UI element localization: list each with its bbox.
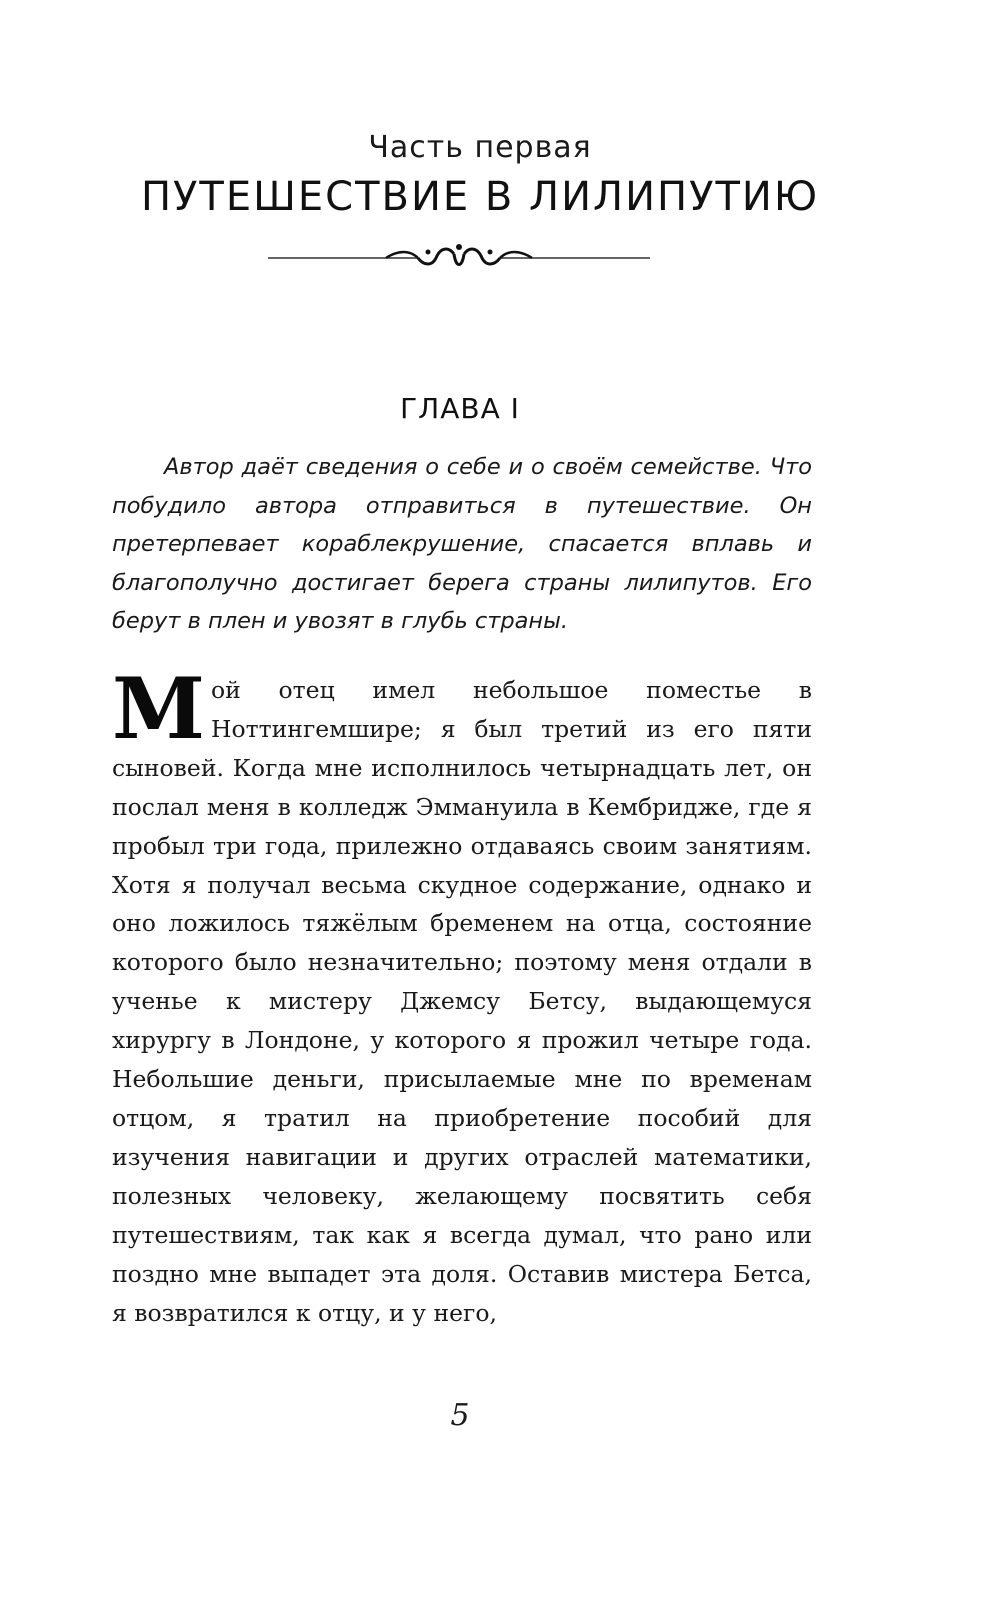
- drop-cap: М: [112, 659, 205, 758]
- page-number: 5: [450, 1398, 470, 1433]
- chapter-body: [112, 659, 812, 1332]
- part-label: Часть первая: [368, 130, 592, 165]
- body-paragraph: ой отец имел небольшое поместье в Ноттингемшире; я был третий из его пяти сыновей. Когда мне исполнилось четырнадцать лет, он послал меня в колледж Эммануила в Кембридже, где я пробыл три года, прилежно отдаваясь своим занятиям. Хотя я получал весьма скудное содержание, однако и оно ложилось тяжёлым бременем на отца, состояние которого было незначительно; поэтому меня отдали в ученье к мистеру Джемсу Бетсу, выдающемуся хирургу в Лондоне, у которого я прожил четыре года. Небольшие деньги, присылаемые мне по временам отцом, я тратил на приобретение пособий для изучения навигации и других отраслей математики, полезных человеку, желающему посвятить себя путешествиям, так как я всегда думал, что рано или поздно мне выпадет эта доля. Оставив мистера Бетса, я возвратился к отцу, и у него,: [112, 676, 812, 1327]
- part-title: ПУТЕШЕСТВИЕ В ЛИЛИПУТИЮ: [140, 174, 820, 220]
- chapter-title: ГЛАВА I: [400, 392, 520, 425]
- flourish-divider-icon: [268, 238, 650, 278]
- chapter-summary: Автор даёт сведения о себе и о своём семействе. Что побудило автора отправиться в путешествие. Он претерпевает кораблекрушение, спасается вплавь и благополучно достигает берега страны лилипутов. Его берут в плен и увозят в глубь страны.: [112, 454, 812, 634]
